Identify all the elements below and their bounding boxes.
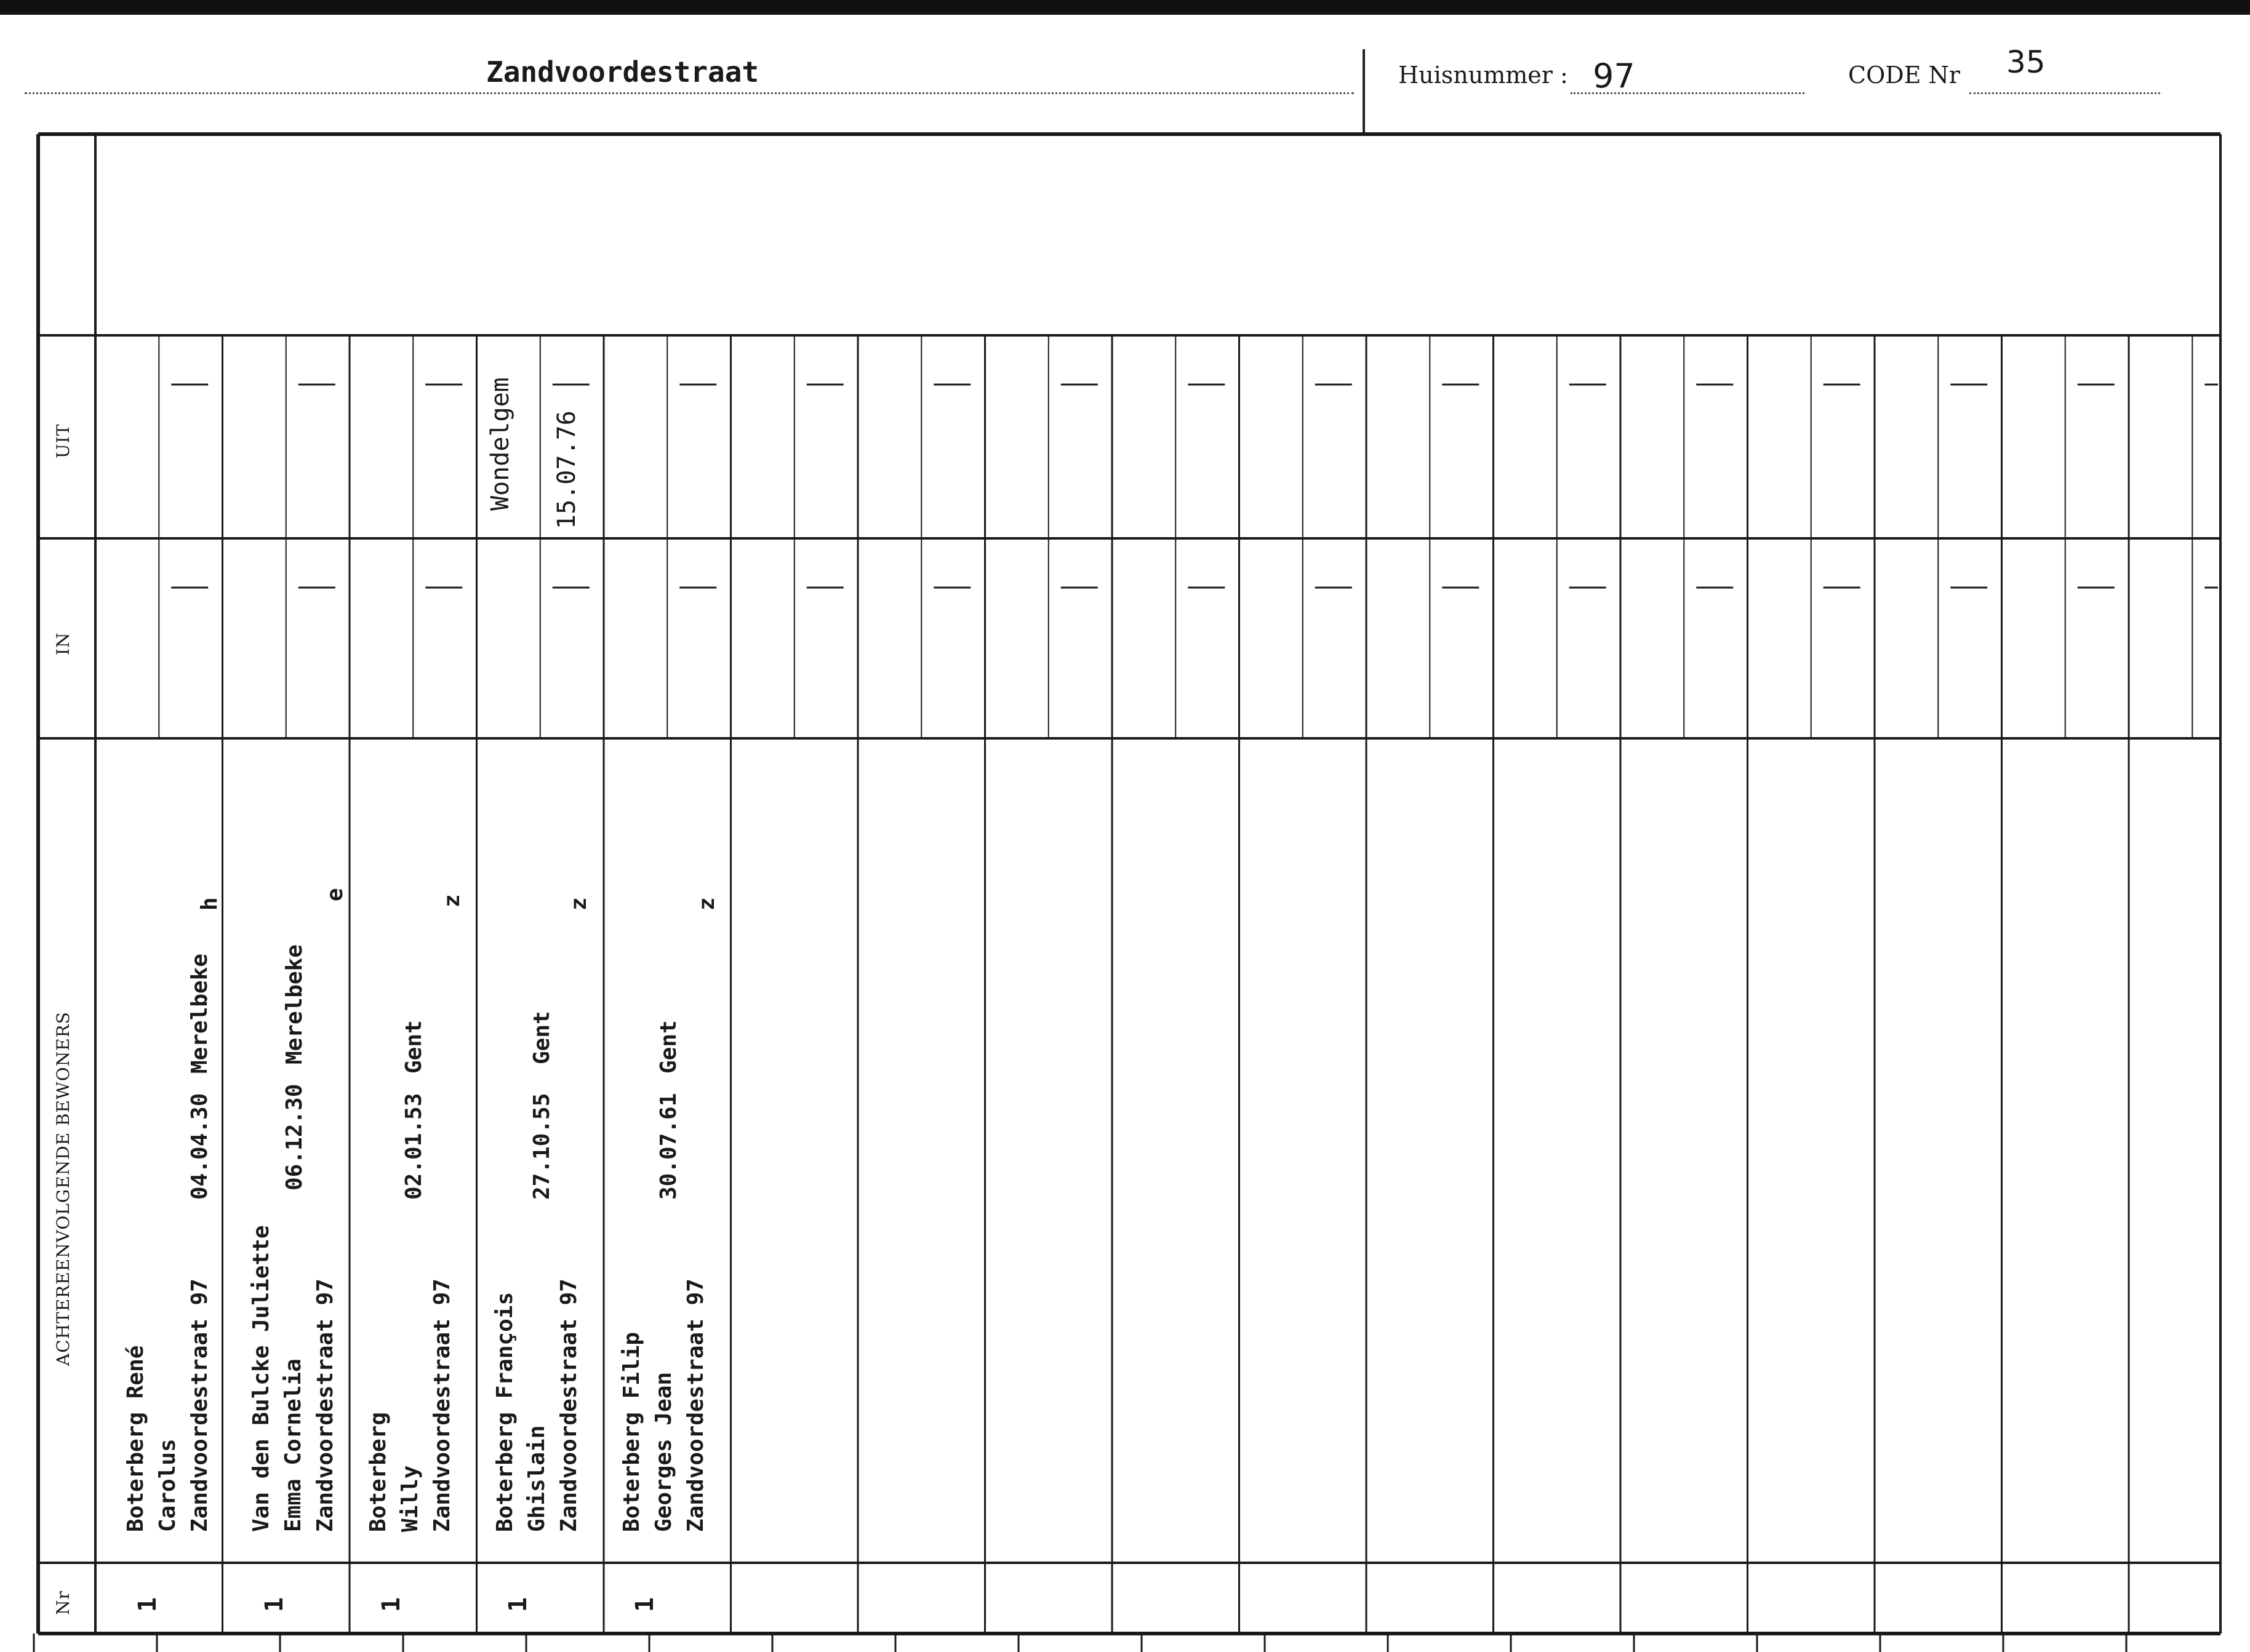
resident-2-line1: Van den Bulcke Juliette [249,1225,274,1532]
resident-4-line2: Ghislain [524,1425,550,1532]
resident-5-nr: 1 [631,1597,660,1613]
resident-5-line3: Zandvoordestraat 97 [683,1279,708,1532]
house-number-label: Huisnummer : [1398,62,1568,89]
resident-4-birth-date: 27.10.55 [529,1093,554,1200]
resident-4-relation: z [566,897,591,911]
resident-5-birth-place: Gent [656,1020,681,1074]
resident-1-birth-date: 04.04.30 [187,1093,212,1200]
resident-1-line2: Carolus [155,1439,180,1532]
uit-place: Wondelgem [486,377,514,511]
resident-2-birth-place: Merelbeke [282,944,307,1064]
resident-1-relation: h [197,897,222,911]
resident-2-birth-date: 06.12.30 [282,1083,307,1191]
resident-2-nr: 1 [260,1597,289,1613]
resident-4-nr: 1 [504,1597,533,1613]
resident-4-line3: Zandvoordestraat 97 [556,1279,582,1532]
code-label: CODE Nr [1848,62,1960,89]
code-value: 35 [2006,44,2046,80]
resident-2-line3: Zandvoordestraat 97 [313,1279,338,1532]
resident-1-line1: Boterberg René [123,1345,148,1532]
row-label-bewoners: ACHTEREENVOLGENDE BEWONERS [53,1012,73,1366]
resident-3-birth-date: 02.01.53 [401,1093,426,1200]
resident-1-line3: Zandvoordestraat 97 [187,1279,212,1532]
row-label-uit: UIT [53,423,73,458]
resident-5-relation: z [694,897,719,911]
resident-1-birth-place: Merelbeke [187,953,212,1074]
resident-4-birth-place: Gent [529,1011,554,1064]
resident-3-nr: 1 [377,1597,406,1613]
resident-5-line2: Georges Jean [651,1371,676,1532]
street-name: Zandvoordestraat [486,55,759,89]
uit-date: 15.07.76 [553,410,581,529]
row-label-nr: Nr [53,1590,73,1615]
house-number-value: 97 [1593,57,1635,95]
resident-3-line1: Boterberg [366,1411,391,1532]
resident-1-nr: 1 [134,1597,162,1613]
resident-3-relation: z [439,894,465,908]
row-label-in: IN [53,632,73,655]
resident-4-line1: Boterberg François [492,1291,518,1532]
resident-3-line2: Willy [398,1465,423,1532]
resident-2-relation: e [322,888,348,901]
resident-3-birth-place: Gent [401,1020,426,1074]
resident-2-line2: Emma Cornelia [281,1359,306,1532]
resident-3-line3: Zandvoordestraat 97 [430,1279,455,1532]
resident-5-line1: Boterberg Filip [619,1331,644,1532]
resident-5-birth-date: 30.07.61 [656,1093,681,1200]
